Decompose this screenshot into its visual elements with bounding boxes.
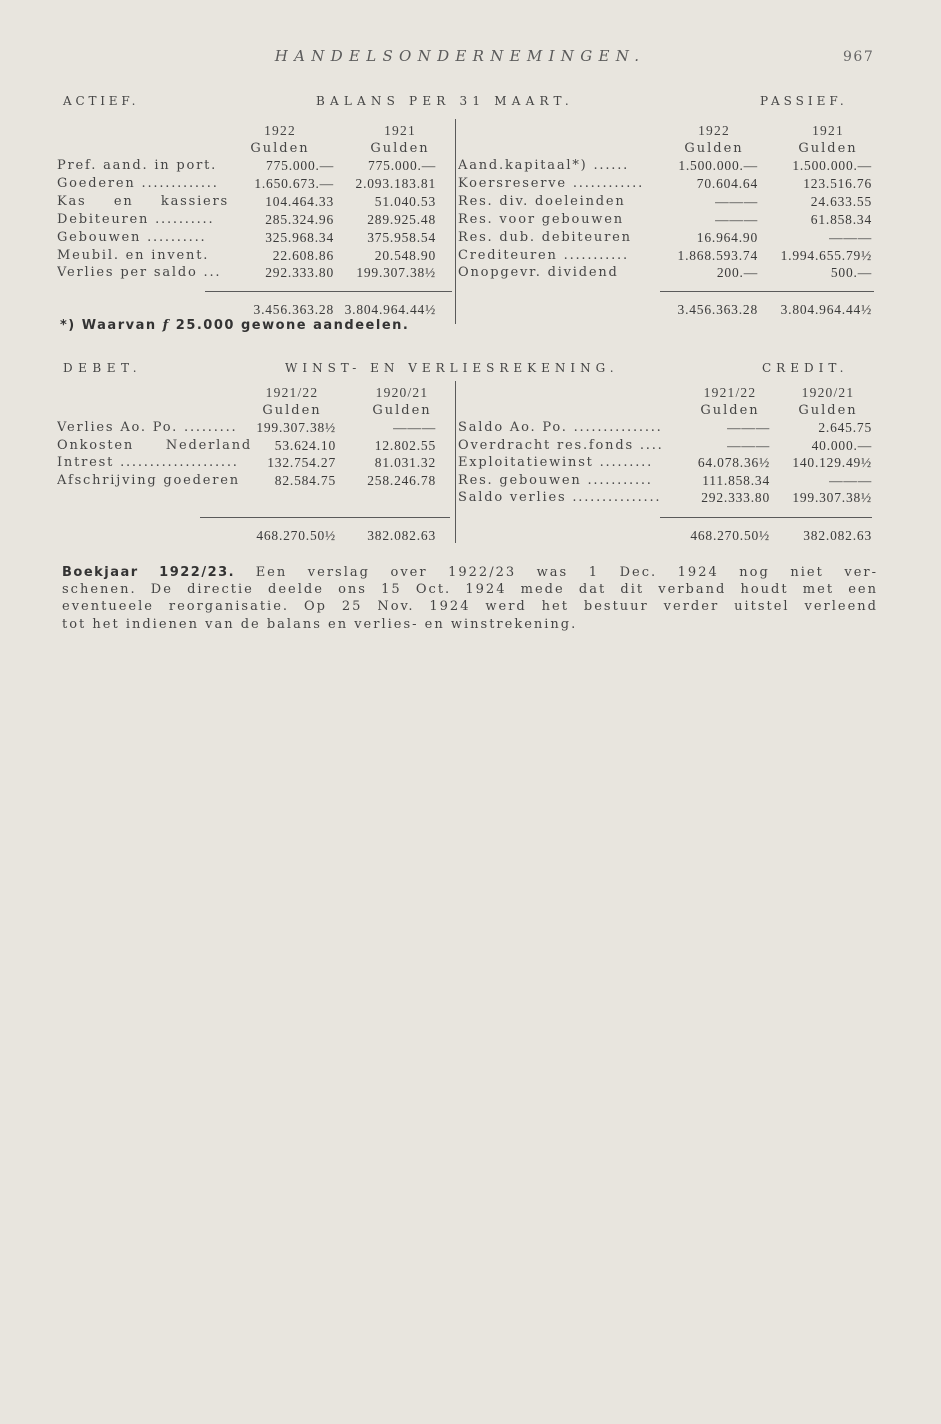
passief-row-label: Res. voor gebouwen	[458, 211, 624, 227]
passief-value-1922: 70.604.64	[696, 175, 758, 191]
actief-value-1921: 51.040.53	[374, 193, 436, 209]
debet-total-rule	[200, 517, 450, 518]
actief-value-1921: 2.093.183.81	[355, 175, 436, 191]
passief-value-1921: 24.633.55	[810, 193, 872, 209]
debet-value-1921-22: 53.624.10	[274, 437, 336, 453]
actief-column-year-1921: 1921	[384, 123, 416, 138]
winst-verlies-title: WINST- EN VERLIESREKENING.	[285, 361, 619, 375]
passief-value-1921: 1.500.000.—	[792, 158, 872, 173]
actief-column-year-1922: 1922	[264, 123, 296, 138]
credit-total-rule	[660, 517, 872, 518]
credit-total-1921-22: 468.270.50½	[690, 528, 770, 543]
footnote-text: 25.000 gewone aandeelen.	[175, 318, 410, 333]
passief-row-label: Onopgevr. dividend	[458, 265, 619, 281]
passief-value-1921: 61.858.34	[810, 211, 872, 227]
passief-column-year-1921: 1921	[812, 123, 844, 138]
actief-row-label: Pref. aand. in port.	[57, 158, 218, 173]
debet-row-label: Intrest ....................	[57, 455, 239, 471]
credit-heading: CREDIT.	[762, 361, 849, 375]
passief-value-1922: 1.868.593.74	[677, 247, 758, 263]
note-line	[62, 564, 878, 581]
debet-row-label: Verlies Ao. Po. .........	[57, 420, 238, 435]
actief-row	[57, 248, 436, 264]
actief-value-1922: 104.464.33	[265, 193, 334, 209]
actief-value-1922: 285.324.96	[265, 211, 334, 227]
debet-value-1920-21: 81.031.32	[374, 455, 436, 471]
passief-value-1922: 1.500.000.—	[678, 158, 758, 173]
actief-value-1922: 775.000.—	[266, 158, 334, 173]
passief-column-unit-1921: Gulden	[798, 141, 858, 156]
passief-value-1921: 500.—	[830, 265, 872, 281]
actief-value-1921: 775.000.—	[368, 158, 436, 173]
credit-row-label: Res. gebouwen ...........	[458, 472, 653, 488]
debet-row	[57, 473, 436, 489]
note-line: eventueele reorganisatie. Op 25 Nov. 1924 werd het bestuur verder uitstel verleend	[62, 599, 878, 614]
credit-value-1920-21: 199.307.38½	[792, 490, 872, 506]
actief-value-1922: 1.650.673.—	[254, 175, 334, 191]
debet-row	[57, 420, 436, 436]
actief-value-1921: 375.958.54	[367, 229, 436, 245]
debet-value-1921-22: 132.754.27	[267, 455, 336, 471]
passief-value-1922: ———	[715, 193, 758, 209]
debet-column-unit-1921-22: Gulden	[262, 403, 322, 418]
note-line: tot het indienen van de balans en verlies- en winstrekening.	[62, 617, 578, 632]
actief-value-1922: 292.333.80	[265, 265, 334, 281]
passief-row-label: Crediteuren ...........	[458, 247, 629, 263]
debet-column-unit-1920-21: Gulden	[372, 403, 432, 418]
credit-value-1920-21: ———	[829, 472, 872, 488]
actief-column-unit-1921: Gulden	[370, 141, 430, 156]
actief-total-rule	[205, 291, 452, 292]
passief-row	[458, 248, 872, 264]
debet-heading: DEBET.	[63, 361, 143, 375]
credit-value-1921-22: ———	[727, 437, 770, 453]
footnote-lead-word: Waarvan	[81, 318, 157, 333]
credit-row-label: Saldo verlies ...............	[458, 490, 662, 506]
actief-row-label: Goederen .............	[57, 175, 219, 191]
actief-value-1922: 325.968.34	[265, 229, 334, 245]
note-text: Een verslag over 1922/23 was 1 Dec. 1924 nog niet ver-	[255, 565, 879, 580]
actief-row	[57, 212, 436, 228]
passief-row	[458, 158, 872, 174]
passief-total-1922: 3.456.363.28	[677, 302, 758, 317]
passief-heading: PASSIEF.	[760, 94, 848, 108]
guilder-sign: f	[162, 318, 170, 333]
actief-value-1922: 22.608.86	[272, 247, 334, 263]
credit-column-year-1921-22: 1921/22	[703, 385, 757, 400]
passief-row-label: Koersreserve ............	[458, 175, 645, 191]
actief-column-unit-1922: Gulden	[250, 141, 310, 156]
credit-value-1921-22: ———	[727, 420, 770, 435]
credit-row	[458, 420, 872, 436]
credit-row-label: Overdracht res.fonds ....	[458, 437, 664, 453]
credit-row	[458, 455, 872, 471]
passief-column-year-1922: 1922	[698, 123, 730, 138]
passief-total-rule	[660, 291, 874, 292]
passief-value-1921: 1.994.655.79½	[780, 247, 872, 263]
debet-row-label: Onkosten Nederland	[57, 437, 252, 453]
passief-row	[458, 194, 872, 210]
actief-row	[57, 194, 436, 210]
balans-divider	[455, 119, 456, 324]
balans-title: BALANS PER 31 MAART.	[316, 94, 574, 108]
credit-value-1921-22: 111.858.34	[702, 472, 770, 488]
debet-value-1920-21: ———	[393, 420, 436, 435]
actief-row-label: Gebouwen ..........	[57, 229, 207, 245]
footnote-marker: *)	[60, 318, 76, 333]
passief-row-label: Res. div. doeleinden	[458, 193, 626, 209]
actief-heading: ACTIEF.	[63, 94, 140, 108]
credit-column-unit-1921-22: Gulden	[700, 403, 760, 418]
actief-row	[57, 230, 436, 246]
debet-row	[57, 455, 436, 471]
passief-row	[458, 230, 872, 246]
actief-total-1921: 3.804.964.44½	[344, 302, 436, 317]
credit-value-1921-22: 292.333.80	[701, 490, 770, 506]
running-title: HANDELSONDERNEMINGEN.	[274, 47, 646, 65]
passief-row-label: Res. dub. debiteuren	[458, 229, 632, 245]
actief-value-1921: 289.925.48	[367, 211, 436, 227]
credit-column-unit-1920-21: Gulden	[798, 403, 858, 418]
actief-value-1921: 20.548.90	[374, 247, 436, 263]
debet-column-year-1921-22: 1921/22	[265, 385, 319, 400]
passief-total-1921: 3.804.964.44½	[780, 302, 872, 317]
winst-verlies-divider	[455, 381, 456, 543]
actief-row	[57, 265, 436, 281]
credit-row	[458, 438, 872, 454]
debet-value-1921-22: 199.307.38½	[256, 420, 336, 435]
credit-row	[458, 473, 872, 489]
debet-value-1921-22: 82.584.75	[274, 472, 336, 488]
debet-total-1921-22: 468.270.50½	[256, 528, 336, 543]
note-line: schenen. De directie deelde ons 15 Oct. 1924 mede dat dit verband houdt met een	[62, 582, 878, 597]
actief-total-1922: 3.456.363.28	[253, 302, 334, 317]
debet-row-label: Afschrijving goederen	[57, 472, 240, 488]
passief-value-1922: 16.964.90	[696, 229, 758, 245]
note-lead: Boekjaar 1922/23.	[62, 565, 236, 580]
actief-value-1921: 199.307.38½	[356, 265, 436, 281]
passief-value-1921: ———	[829, 229, 872, 245]
debet-value-1920-21: 258.246.78	[367, 472, 436, 488]
actief-row-label: Kas en kassiers	[57, 193, 229, 209]
credit-value-1920-21: 2.645.75	[818, 420, 872, 435]
debet-total-1920-21: 382.082.63	[367, 528, 436, 543]
credit-row	[458, 490, 872, 506]
credit-total-1920-21: 382.082.63	[803, 528, 872, 543]
passief-row	[458, 265, 872, 281]
credit-value-1920-21: 40.000.—	[811, 437, 872, 453]
actief-row-label: Debiteuren ..........	[57, 211, 215, 227]
passief-column-unit-1922: Gulden	[684, 141, 744, 156]
debet-value-1920-21: 12.802.55	[374, 437, 436, 453]
credit-value-1921-22: 64.078.36½	[697, 455, 770, 471]
credit-row-label: Saldo Ao. Po. ...............	[458, 420, 663, 435]
actief-row-label: Verlies per saldo ...	[57, 265, 222, 281]
credit-value-1920-21: 140.129.49½	[792, 455, 872, 471]
actief-row	[57, 176, 436, 192]
debet-row	[57, 438, 436, 454]
balans-footnote	[60, 317, 409, 335]
credit-column-year-1920-21: 1920/21	[801, 385, 855, 400]
debet-column-year-1920-21: 1920/21	[375, 385, 429, 400]
page-number: 967	[843, 49, 875, 65]
actief-row	[57, 158, 436, 174]
passief-row-label: Aand.kapitaal*) ......	[458, 158, 630, 173]
passief-row	[458, 176, 872, 192]
passief-row	[458, 212, 872, 228]
passief-value-1922: 200.—	[716, 265, 758, 281]
actief-row-label: Meubil. en invent.	[57, 247, 210, 263]
credit-row-label: Exploitatiewinst .........	[458, 455, 654, 471]
passief-value-1922: ———	[715, 211, 758, 227]
passief-value-1921: 123.516.76	[803, 175, 872, 191]
